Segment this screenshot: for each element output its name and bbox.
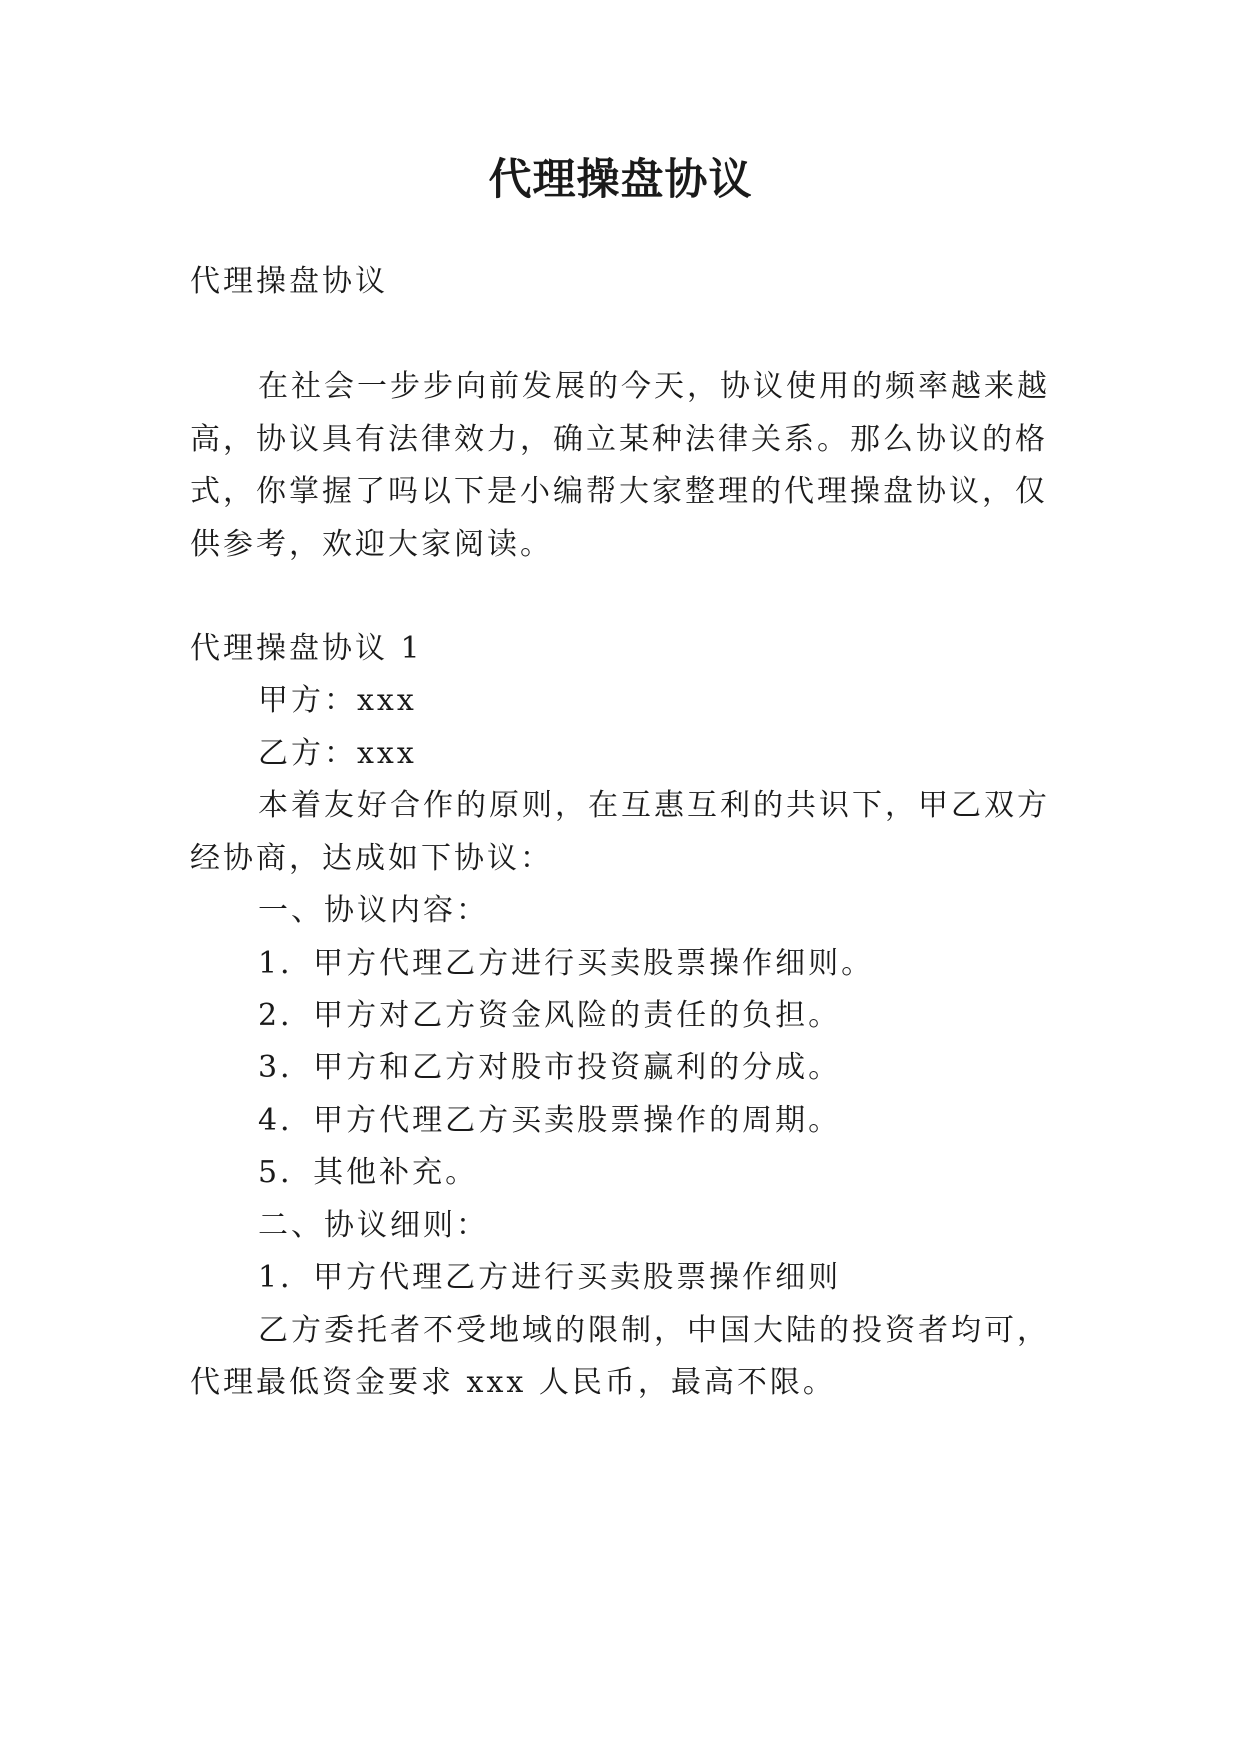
party-b: 乙方：xxx bbox=[258, 736, 417, 771]
section-title: 代理操盘协议 1 bbox=[190, 631, 423, 666]
part2-para-line-1: 乙方委托者不受地域的限制，中国大陆的投资者均可， bbox=[258, 1313, 1050, 1348]
part1-item-1: 1．甲方代理乙方进行买卖股票操作细则。 bbox=[258, 946, 875, 981]
part1-item-3: 3．甲方和乙方对股市投资赢利的分成。 bbox=[258, 1050, 842, 1085]
part2-item-1: 1．甲方代理乙方进行买卖股票操作细则 bbox=[258, 1260, 842, 1295]
intro-line-3: 式，你掌握了吗以下是小编帮大家整理的代理操盘协议，仅 bbox=[190, 474, 1048, 509]
part2-para-line-2: 代理最低资金要求 xxx 人民币，最高不限。 bbox=[190, 1365, 836, 1400]
part2-heading: 二、协议细则： bbox=[258, 1208, 489, 1243]
preamble-line-1: 本着友好合作的原则，在互惠互利的共识下，甲乙双方 bbox=[258, 788, 1050, 823]
document-subtitle: 代理操盘协议 bbox=[190, 264, 388, 299]
intro-line-4: 供参考，欢迎大家阅读。 bbox=[190, 527, 553, 562]
party-a: 甲方：xxx bbox=[258, 683, 417, 718]
intro-line-1: 在社会一步步向前发展的今天，协议使用的频率越来越 bbox=[258, 369, 1050, 404]
document-title: 代理操盘协议 bbox=[488, 155, 753, 205]
intro-line-2: 高，协议具有法律效力，确立某种法律关系。那么协议的格 bbox=[190, 422, 1048, 457]
part1-heading: 一、协议内容： bbox=[258, 893, 489, 928]
part1-item-5: 5．其他补充。 bbox=[258, 1155, 479, 1190]
preamble-line-2: 经协商，达成如下协议： bbox=[190, 841, 553, 876]
part1-item-2: 2．甲方对乙方资金风险的责任的负担。 bbox=[258, 998, 842, 1033]
part1-item-4: 4．甲方代理乙方买卖股票操作的周期。 bbox=[258, 1103, 842, 1138]
